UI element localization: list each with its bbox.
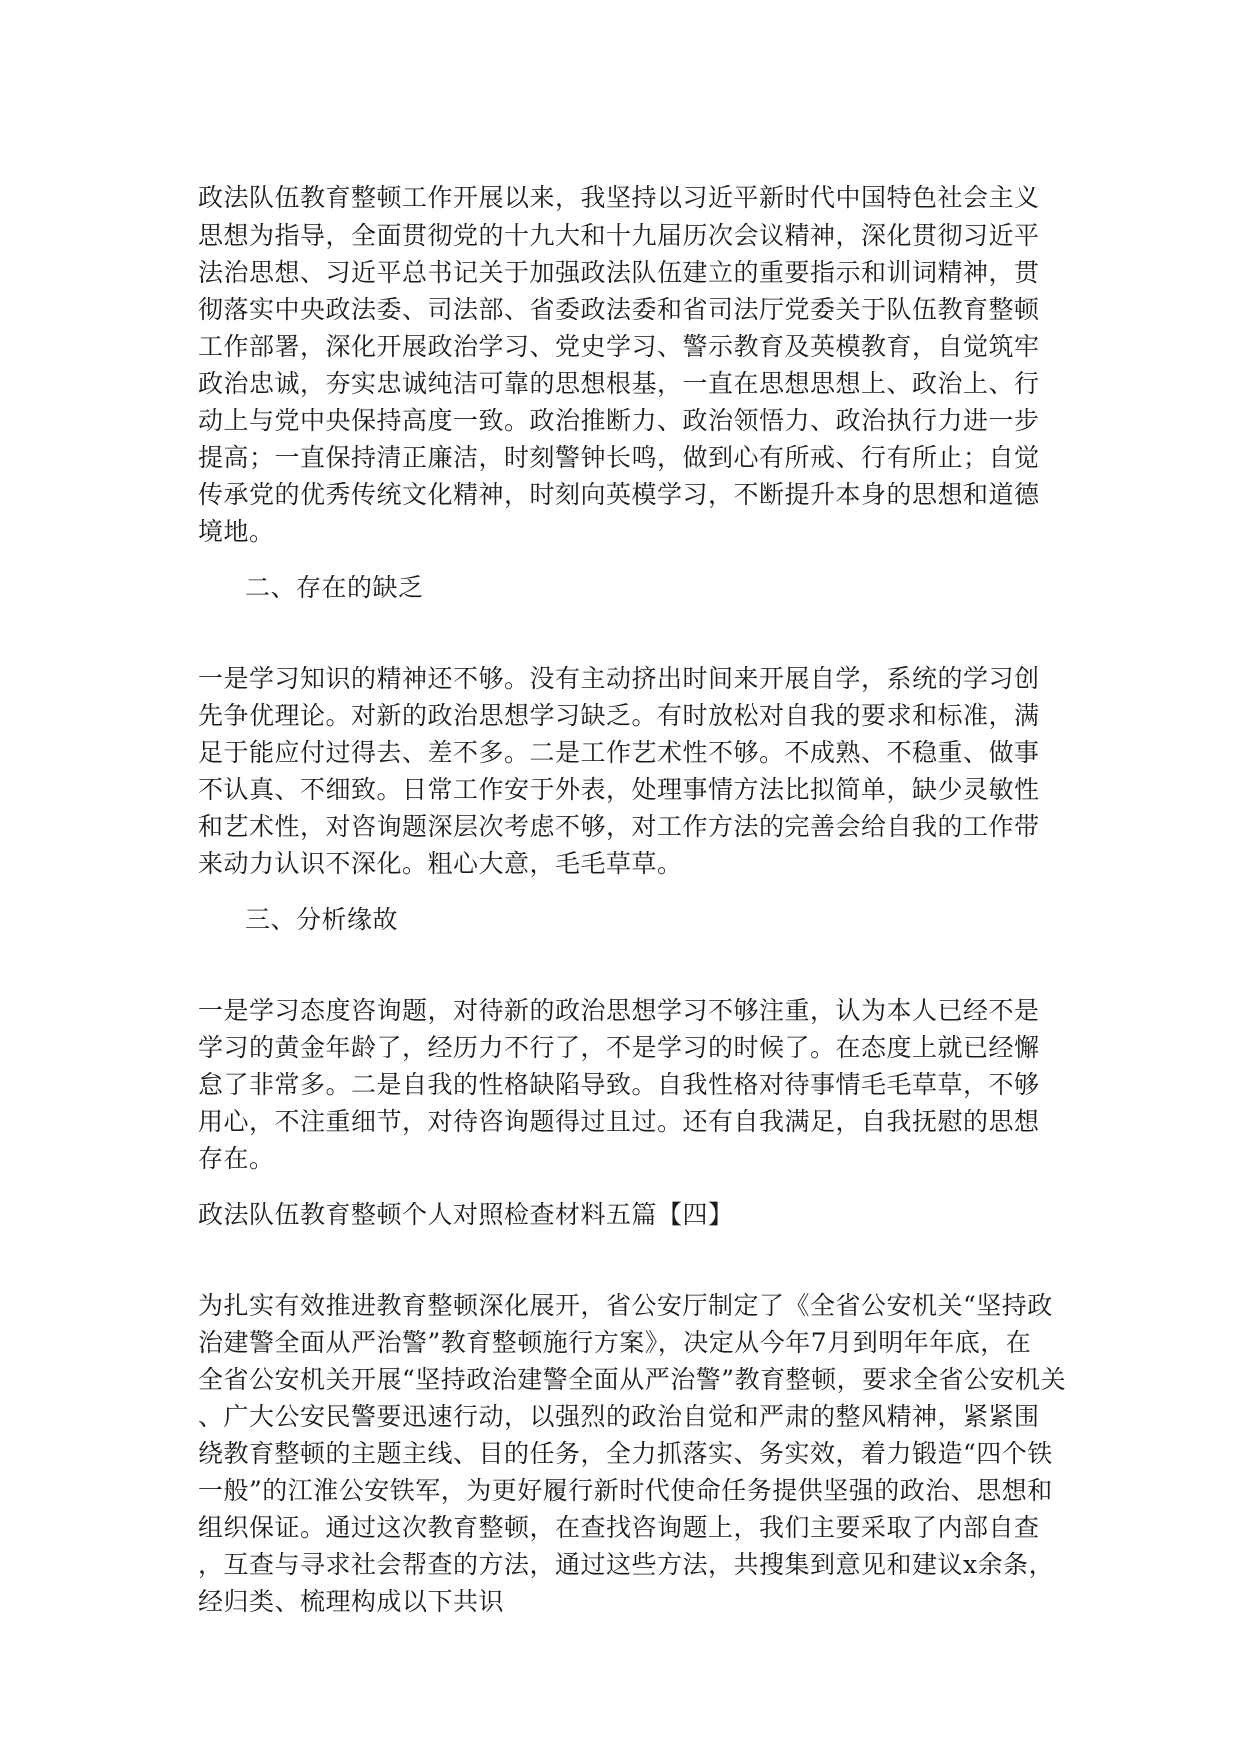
section-heading: 三、分析缘故 — [245, 905, 399, 934]
section-title: 政法队伍教育整顿个人对照检查材料五篇【四】 — [198, 1200, 734, 1229]
paragraph-4-line: 组织保证。通过这次教育整顿，在查找咨询题上，我们主要采取了内部自查 — [198, 1513, 1040, 1542]
section-heading: 二、存在的缺乏 — [245, 573, 424, 602]
paragraph-4-line: 一般”的江淮公安铁军，为更好履行新时代使命任务提供坚强的政治、思想和 — [198, 1476, 1053, 1505]
paragraph-1-line: 彻落实中央政法委、司法部、省委政法委和省司法厅党委关于队伍教育整顿 — [198, 295, 1040, 324]
paragraph-3-line: 存在。 — [198, 1144, 275, 1173]
paragraph-3-line: 学习的黄金年龄了，经历力不行了，不是学习的时候了。在态度上就已经懈 — [198, 1033, 1040, 1062]
paragraph-1-line: 思想为指导，全面贯彻党的十九大和十九届历次会议精神，深化贯彻习近平 — [198, 221, 1040, 250]
paragraph-1-line: 提高；一直保持清正廉洁，时刻警钟长鸣，做到心有所戒、行有所止；自觉 — [198, 443, 1040, 472]
paragraph-3-line: 一是学习态度咨询题，对待新的政治思想学习不够注重，认为本人已经不是 — [198, 996, 1040, 1025]
paragraph-4-line: 全省公安机关开展“坚持政治建警全面从严治警”教育整顿，要求全省公安机关 — [198, 1365, 1067, 1394]
paragraph-4-line: 、广大公安民警要迅速行动，以强烈的政治自觉和严肃的整风精神，紧紧围 — [198, 1402, 1040, 1431]
paragraph-1-line: 政法队伍教育整顿工作开展以来，我坚持以习近平新时代中国特色社会主义 — [198, 183, 1040, 212]
paragraph-2-line: 不认真、不细致。日常工作安于外表，处理事情方法比拟简单，缺少灵敏性 — [198, 775, 1040, 804]
paragraph-2-line: 一是学习知识的精神还不够。没有主动挤出时间来开展自学，系统的学习创 — [198, 664, 1040, 693]
paragraph-2-line: 来动力认识不深化。粗心大意，毛毛草草。 — [198, 849, 683, 878]
paragraph-3-line: 怠了非常多。二是自我的性格缺陷导致。自我性格对待事情毛毛草草，不够 — [198, 1070, 1040, 1099]
paragraph-3-line: 用心，不注重细节，对待咨询题得过且过。还有自我满足，自我抚慰的思想 — [198, 1107, 1040, 1136]
paragraph-2-line: 足于能应付过得去、差不多。二是工作艺术性不够。不成熟、不稳重、做事 — [198, 738, 1040, 767]
paragraph-1-line: 传承党的优秀传统文化精神，时刻向英模学习，不断提升本身的思想和道德 — [198, 480, 1040, 509]
paragraph-4-line: 治建警全面从严治警”教育整顿施行方案》，决定从今年7月到明年年底，在 — [198, 1328, 1032, 1357]
paragraph-2-line: 和艺术性，对咨询题深层次考虑不够，对工作方法的完善会给自我的工作带 — [198, 812, 1040, 841]
paragraph-4-line: 为扎实有效推进教育整顿深化展开，省公安厅制定了《全省公安机关“坚持政 — [198, 1291, 1053, 1320]
paragraph-1-line: 法治思想、习近平总书记关于加强政法队伍建立的重要指示和训词精神，贯 — [198, 258, 1040, 287]
paragraph-2-line: 先争优理论。对新的政治思想学习缺乏。有时放松对自我的要求和标准，满 — [198, 701, 1040, 730]
paragraph-4-line: 经归类、梳理构成以下共识 — [198, 1587, 505, 1616]
paragraph-1-line: 境地。 — [198, 517, 275, 546]
paragraph-4-line: 绕教育整顿的主题主线、目的任务，全力抓落实、务实效，着力锻造“四个铁 — [198, 1439, 1053, 1468]
paragraph-1-line: 政治忠诚，夯实忠诚纯洁可靠的思想根基，一直在思想思想上、政治上、行 — [198, 369, 1040, 398]
paragraph-1-line: 工作部署，深化开展政治学习、党史学习、警示教育及英模教育，自觉筑牢 — [198, 332, 1040, 361]
paragraph-4-line: ，互查与寻求社会帮查的方法，通过这些方法，共搜集到意见和建议x余条， — [198, 1550, 1055, 1579]
paragraph-1-line: 动上与党中央保持高度一致。政治推断力、政治领悟力、政治执行力进一步 — [198, 406, 1040, 435]
